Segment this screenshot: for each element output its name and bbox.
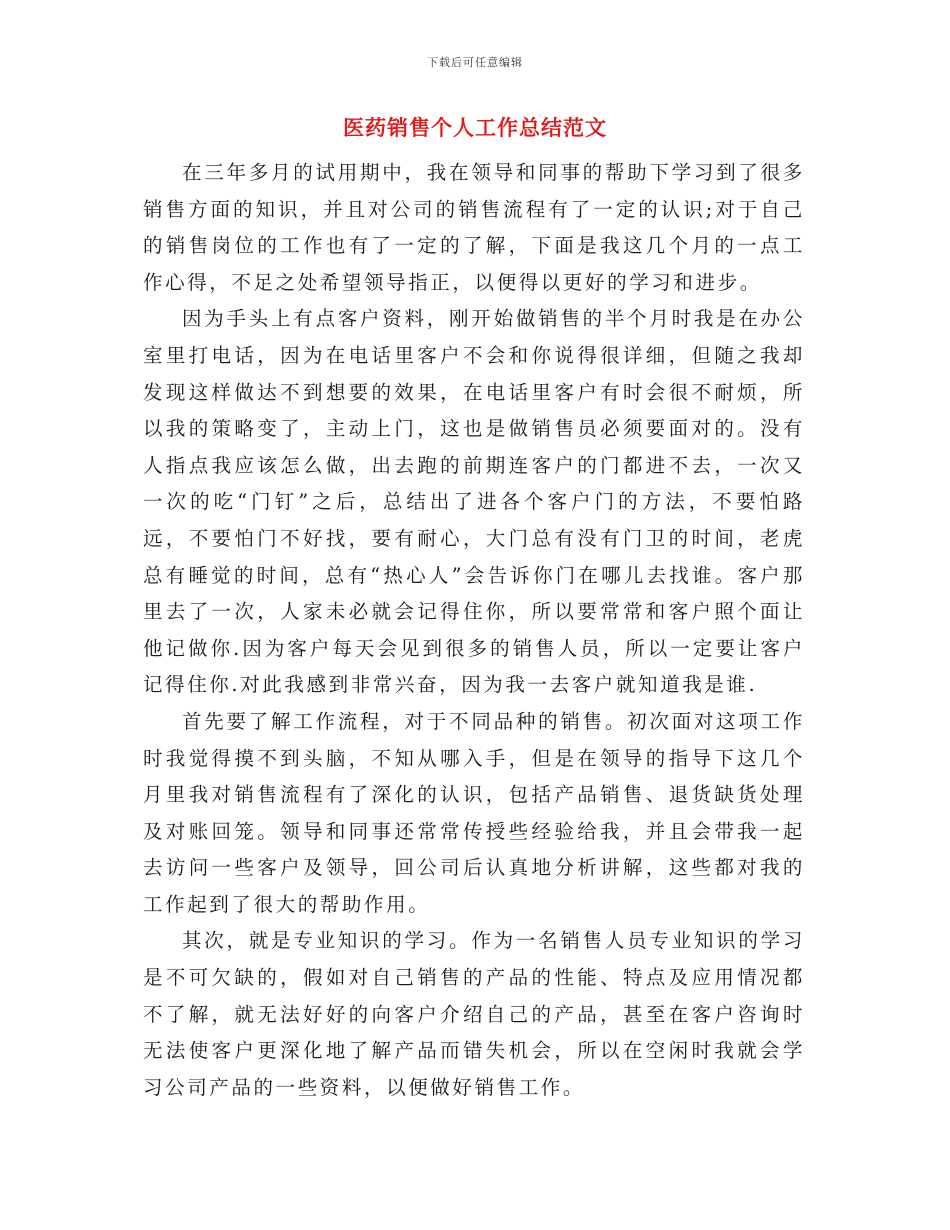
paragraph-2: 因为手头上有点客户资料，刚开始做销售的半个月时我是在办公室里打电话，因为在电话里客户不会和你说得很详细，但随之我却发现这样做达不到想要的效果，在电话里客户有时会很不耐烦，所以我的策略变了，主动上门，这也是做销售员必须要面对的。没有人指点我应该怎么做，出去跑的前期连客户的门都进不去，一次又一次的吃“门钉”之后，总结出了进各个客户门的方法，不要怕路远，不要怕门不好找，要有耐心，大门总有没有门卫的时间，老虎总有睡觉的时间，总有“热心人”会告诉你门在哪儿去找谁。客户那里去了一次，人家未必就会记得住你，所以要常常和客户照个面让他记做你.因为客户每天会见到很多的销售人员，所以一定要让客户记得住你.对此我感到非常兴奋，因为我一去客户就知道我是谁. xyxy=(143,307,805,697)
paragraph-1: 在三年多月的试用期中，我在领导和同事的帮助下学习到了很多销售方面的知识，并且对公司的销售流程有了一定的认识;对于自己的销售岗位的工作也有了一定的了解，下面是我这几个月的一点工作心得，不足之处希望领导指正，以便得以更好的学习和进步。 xyxy=(143,161,805,294)
document-body xyxy=(143,155,805,1106)
paragraph-3: 首先要了解工作流程，对于不同品种的销售。初次面对这项工作时我觉得摸不到头脑，不知从哪入手，但是在领导的指导下这几个月里我对销售流程有了深化的认识，包括产品销售、退货缺货处理及对账回笼。领导和同事还常常传授些经验给我，并且会带我一起去访问一些客户及领导，回公司后认真地分析讲解，这些都对我的工作起到了很大的帮助作用。 xyxy=(143,709,805,916)
paragraph-4: 其次，就是专业知识的学习。作为一名销售人员专业知识的学习是不可欠缺的，假如对自己销售的产品的性能、特点及应用情况都不了解，就无法好好的向客户介绍自己的产品，甚至在客户咨询时无法使客户更深化地了解产品而错失机会，所以在空闲时我就会学习公司产品的一些资料，以便做好销售工作。 xyxy=(143,929,805,1099)
document-title: 医药销售个人工作总结范文 xyxy=(343,115,607,140)
header-note: 下载后可任意编辑 xyxy=(427,56,523,69)
